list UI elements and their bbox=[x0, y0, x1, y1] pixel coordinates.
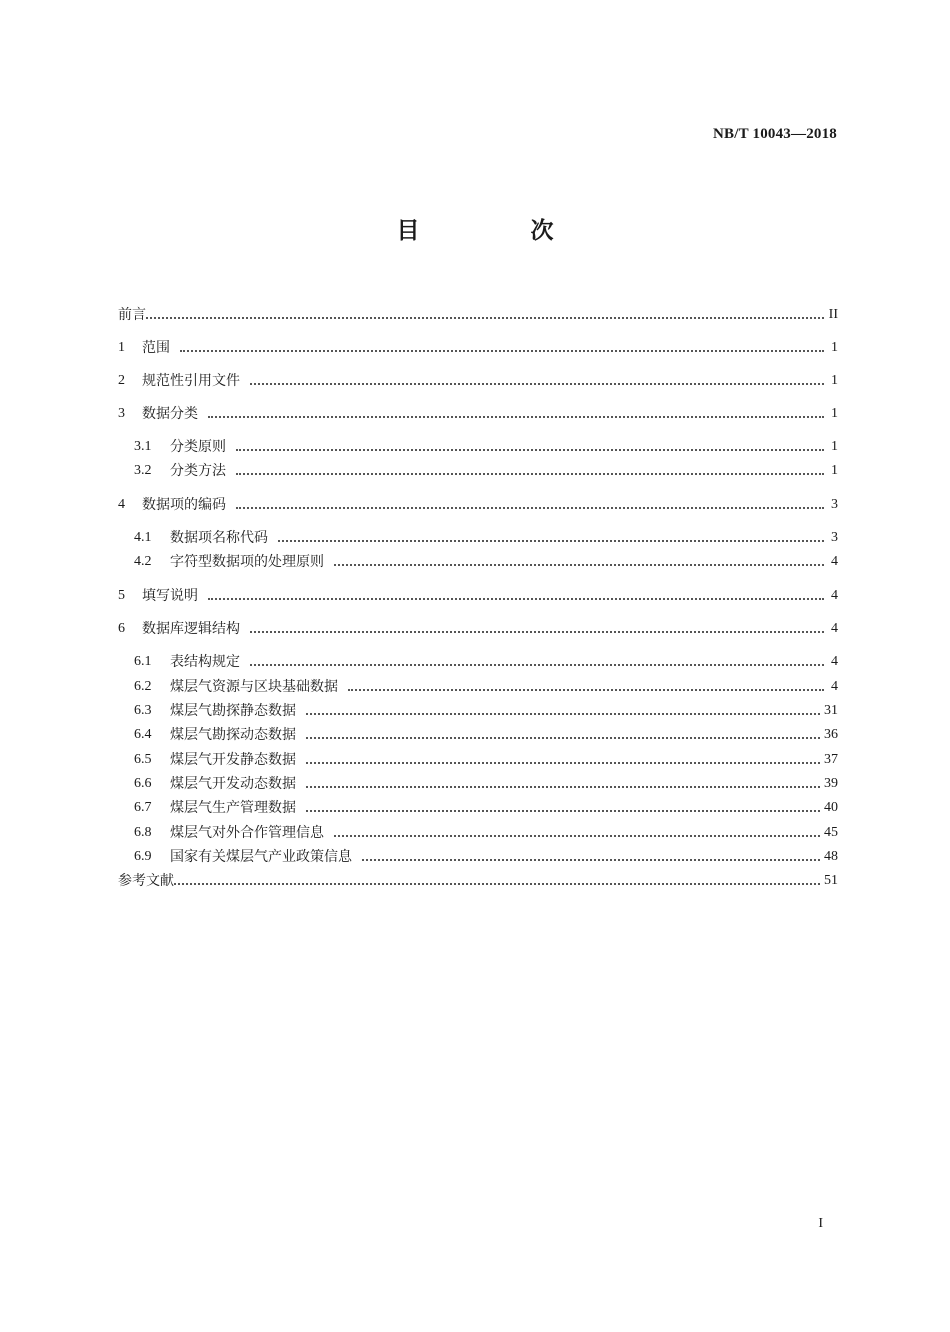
toc-entry-label: 分类原则 bbox=[170, 439, 226, 455]
toc-entry[interactable] bbox=[118, 618, 838, 638]
toc-entry[interactable] bbox=[118, 822, 838, 842]
dot-leader bbox=[306, 712, 820, 715]
toc-entry-number: 6.5 bbox=[134, 752, 152, 767]
toc-entry-page: 37 bbox=[824, 752, 838, 767]
toc-entry-label: 规范性引用文件 bbox=[142, 373, 240, 389]
toc-entry-label: 字符型数据项的处理原则 bbox=[170, 554, 324, 570]
toc-entry-number: 6.7 bbox=[134, 800, 152, 815]
toc-entry-page: 1 bbox=[831, 340, 838, 355]
toc-entry-page: 4 bbox=[831, 588, 838, 603]
dot-leader bbox=[306, 761, 820, 764]
toc-entry-page: 1 bbox=[831, 439, 838, 454]
dot-leader bbox=[208, 597, 824, 600]
toc-entry-number: 5 bbox=[118, 588, 125, 603]
dot-leader bbox=[306, 809, 820, 812]
toc-entry[interactable] bbox=[118, 551, 838, 571]
toc-entry-page: 3 bbox=[831, 530, 838, 545]
toc-entry-number: 6.4 bbox=[134, 727, 152, 742]
toc-entry-page: 1 bbox=[831, 373, 838, 388]
toc-entry[interactable] bbox=[118, 370, 838, 390]
toc-entry-number: 6.2 bbox=[134, 679, 152, 694]
toc-entry-page: II bbox=[828, 307, 838, 322]
toc-entry-label: 煤层气资源与区块基础数据 bbox=[170, 679, 338, 695]
toc-entry-number: 6.1 bbox=[134, 654, 152, 669]
toc-entry-number: 6.8 bbox=[134, 825, 152, 840]
toc-entry-label: 煤层气生产管理数据 bbox=[170, 800, 296, 816]
toc-entry-number: 3.2 bbox=[134, 463, 152, 478]
toc-entry-number: 3 bbox=[118, 406, 125, 421]
toc-entry-page: 4 bbox=[831, 654, 838, 669]
toc-entry-label: 煤层气开发动态数据 bbox=[170, 776, 296, 792]
dot-leader bbox=[146, 316, 824, 319]
dot-leader bbox=[306, 736, 820, 739]
toc-entry-label: 数据项的编码 bbox=[142, 497, 226, 513]
toc-entry-label: 数据分类 bbox=[142, 406, 198, 422]
toc-entry[interactable] bbox=[118, 494, 838, 514]
dot-leader bbox=[236, 472, 824, 475]
toc-entry[interactable] bbox=[118, 436, 838, 456]
dot-leader bbox=[180, 349, 824, 352]
toc-entry-page: 40 bbox=[824, 800, 838, 815]
toc-entry-label: 参考文献 bbox=[118, 873, 174, 889]
dot-leader bbox=[174, 882, 820, 885]
toc-entry-number: 6.9 bbox=[134, 849, 152, 864]
standard-number: NB/T 10043—2018 bbox=[713, 126, 837, 142]
toc-entry-number: 4 bbox=[118, 497, 125, 512]
toc-entry-label: 数据库逻辑结构 bbox=[142, 621, 240, 637]
toc-entry[interactable] bbox=[118, 460, 838, 480]
dot-leader bbox=[250, 663, 824, 666]
toc-entry-page: 4 bbox=[831, 679, 838, 694]
toc-entry[interactable] bbox=[118, 749, 838, 769]
toc-entry-page: 36 bbox=[824, 727, 838, 742]
page-title: 目 次 bbox=[396, 218, 598, 244]
dot-leader bbox=[278, 539, 824, 542]
toc-entry[interactable] bbox=[118, 585, 838, 605]
toc-entry-page: 1 bbox=[831, 406, 838, 421]
toc-entry[interactable] bbox=[118, 773, 838, 793]
toc-entry-label: 国家有关煤层气产业政策信息 bbox=[170, 849, 352, 865]
toc-entry-label: 数据项名称代码 bbox=[170, 530, 268, 546]
toc-entry[interactable] bbox=[118, 870, 838, 890]
toc-entry-number: 6 bbox=[118, 621, 125, 636]
toc-entry-page: 4 bbox=[831, 621, 838, 636]
toc-entry-number: 6.6 bbox=[134, 776, 152, 791]
toc-entry-number: 3.1 bbox=[134, 439, 152, 454]
toc-entry-label: 煤层气勘探动态数据 bbox=[170, 727, 296, 743]
dot-leader bbox=[236, 448, 824, 451]
toc-entry-page: 31 bbox=[824, 703, 838, 718]
toc-entry[interactable] bbox=[118, 304, 838, 324]
toc-entry[interactable] bbox=[118, 797, 838, 817]
toc-entry-page: 39 bbox=[824, 776, 838, 791]
toc-entry-number: 6.3 bbox=[134, 703, 152, 718]
toc-entry-number: 1 bbox=[118, 340, 125, 355]
page-number: I bbox=[818, 1216, 823, 1231]
toc-entry-label: 煤层气勘探静态数据 bbox=[170, 703, 296, 719]
toc-entry[interactable] bbox=[118, 676, 838, 696]
toc-entry-label: 表结构规定 bbox=[170, 654, 240, 670]
toc-entry-number: 2 bbox=[118, 373, 125, 388]
dot-leader bbox=[334, 563, 824, 566]
dot-leader bbox=[348, 688, 824, 691]
toc-entry-number: 4.2 bbox=[134, 554, 152, 569]
toc-entry[interactable] bbox=[118, 724, 838, 744]
toc-entry[interactable] bbox=[118, 651, 838, 671]
toc-entry[interactable] bbox=[118, 337, 838, 357]
dot-leader bbox=[208, 415, 824, 418]
toc-entry[interactable] bbox=[118, 527, 838, 547]
toc-entry-label: 煤层气开发静态数据 bbox=[170, 752, 296, 768]
toc-entry-number: 4.1 bbox=[134, 530, 152, 545]
dot-leader bbox=[250, 382, 824, 385]
toc-entry-page: 4 bbox=[831, 554, 838, 569]
toc-entry[interactable] bbox=[118, 846, 838, 866]
toc-entry-page: 3 bbox=[831, 497, 838, 512]
toc-entry-label: 煤层气对外合作管理信息 bbox=[170, 825, 324, 841]
dot-leader bbox=[250, 630, 824, 633]
toc-entry[interactable] bbox=[118, 403, 838, 423]
toc-entry-page: 1 bbox=[831, 463, 838, 478]
toc-entry-label: 分类方法 bbox=[170, 463, 226, 479]
toc-entry-label: 前言 bbox=[118, 307, 146, 323]
toc-entry-label: 填写说明 bbox=[142, 588, 198, 604]
toc-entry-page: 48 bbox=[824, 849, 838, 864]
dot-leader bbox=[306, 785, 820, 788]
dot-leader bbox=[362, 858, 820, 861]
dot-leader bbox=[334, 834, 820, 837]
toc-entry-page: 45 bbox=[824, 825, 838, 840]
dot-leader bbox=[236, 506, 824, 509]
toc-entry-page: 51 bbox=[824, 873, 838, 888]
toc-entry[interactable] bbox=[118, 700, 838, 720]
toc-entry-label: 范围 bbox=[142, 340, 170, 356]
